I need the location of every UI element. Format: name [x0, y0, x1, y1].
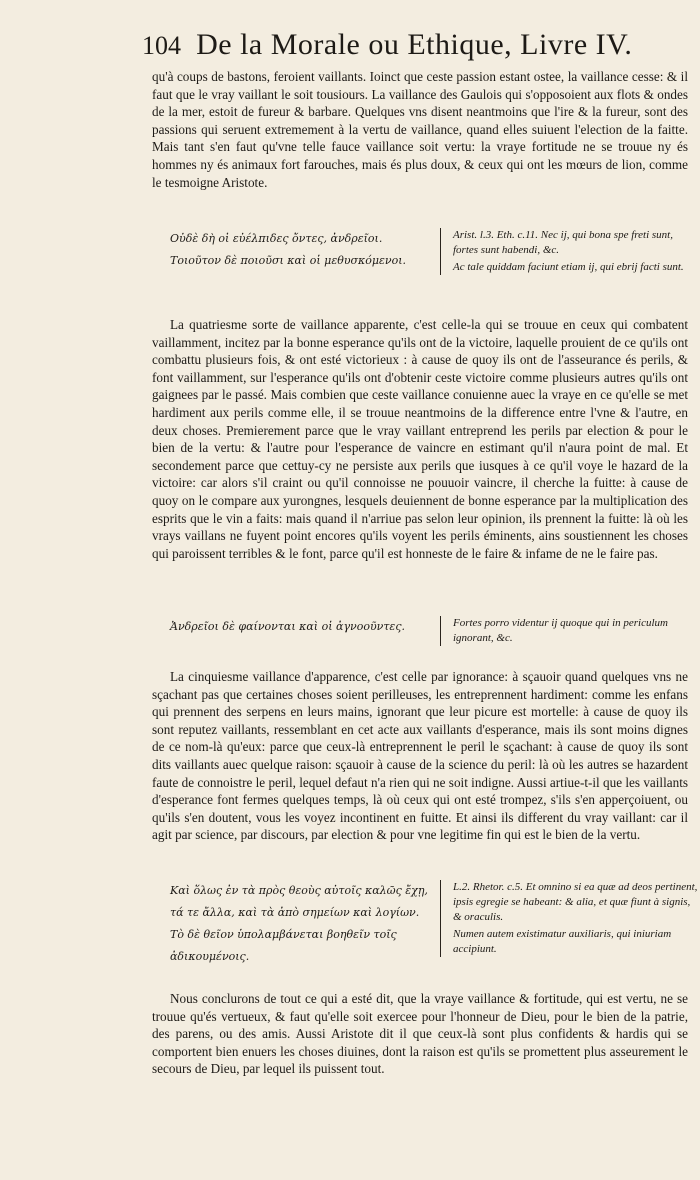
paragraph-2: La quatriesme sorte de vaillance apparente, c'est celle-la qui se trouue en ceux qui combatent vaillamment, incitez par la bonne esperance qu'ils ont de la victoire, laquelle prouient de ce qu'ils ont combattu plusieurs fois, & ont esté victorieux : à cause de quoy ils ont de l'asseurance és perils, & font vaillamment, sur l'esperance qu'ils ont d'obtenir ceste victoire comme plusieurs autres qu'ils ont gaignees par le passé. Mais combien que ceste vaillance conuienne auec la vraye en ce qu'elle se met hardiment aux perils comme elle, il se trouue neantmoins de la difference entre l'vne & l'autre, en deux choses. Premierement parce que le vray vaillant entreprend les perils par election & pour le bien de la vertu: & l'autre pour l'esperance de vaincre en estimant qu'il n'aura point de mal. Et secondement parce que cettuy-cy ne persiste aux perils que iusques à ce qu'il voye le hazard de la victoire: car alors s'il craint ou qu'il connoisse ne pouuoir vaincre, il cherche la fuitte: à cause de quoy on le compare aux yurongnes, lesquels deuiennent de bonne esperance par la multiplication des esprits que le vin a faits: mais quand il n'arriue pas selon leur opinion, ils prennent la fuitte: là où les vrays vaillans ne fuyent point encores qu'ils voyent les perils éminents, ains soustiennent les choses qui paroissent terribles & le font, parce qu'il est honneste de le faire & infame de ne le faire pas. — [152, 317, 688, 561]
latin-line: Arist. l.3. Eth. c.11. Nec ij, qui bona spe freti sunt, fortes sunt habendi, &c. — [453, 229, 673, 256]
latin-line: Numen autem existimatur auxiliaris, qui iniuriam accipiunt. — [453, 928, 672, 955]
paragraph-3: La cinquiesme vaillance d'apparence, c'est celle par ignorance: à sçauoir quand quelques vns ne sçachant pas que certaines choses soient perilleuses, les entreprennent hardiment: comme les enfans qui prennent des serpens en leurs mains, ignorant que leur picure est mortelle: à cause de quoy ils sont reputez vaillants, ressemblant en cet acte aux vaillants d'esperance, mais ils sont moins dignes de ce nom-là qu'eux: parce que ceux-là entreprennent le peril le sçachant: à cause de quoy ils sont dits vaillants auec quelque raison: sçauoir à cause de la science du peril: là où les autres se hazardent faute de connoistre le peril, lequel defaut n'a rien qui ne soit indigne. Aussi artiue-t-il que les vaillants d'esperance font fermes quelques temps, là où ceux qui ont esté trompez, s'ils s'en apperçoiuent, ou qu'ils s'en doutent, vous les voyez incontinent en fuitte. Et ainsi ils different du vray vaillant: car il agit par science, par discours, par election & pour vne legitime fin qui est le bien de la vertu. — [152, 669, 688, 843]
paragraph-4: Nous conclurons de tout ce qui a esté dit, que la vraye vaillance & fortitude, qui est vertu, ne se trouue qu'és vertueux, & faut qu'elle soit exercee pour l'honneur de Dieu, pour le bien de la patrie, des parens, ou des amis. Aussi Aristote dit il que ceux-là sont plus confidents & hardis qui se comportent bien enuers les choses diuines, dont la raison est qu'ils se promettent plus asseurement le secours de Dieu, par lequel ils puissent tout. — [152, 991, 688, 1077]
latin-gloss — [440, 616, 699, 646]
quote-block-2 — [150, 616, 690, 652]
quote-block-3 — [150, 880, 698, 968]
greek-quote — [170, 616, 442, 638]
greek-line: Τοιοῦτον δὲ ποιοῦσι καὶ οἱ μεθυσκόμενοι. — [170, 254, 407, 267]
latin-gloss — [440, 228, 699, 275]
latin-line: Fortes porro videntur ij quoque qui in periculum ignorant, &c. — [453, 617, 668, 644]
latin-gloss — [440, 880, 699, 957]
greek-line: Τὸ δὲ θεῖον ὑπολαμβάνεται βοηθεῖν τοῖς ἀδικουμένοις. — [170, 928, 397, 963]
page-header — [142, 28, 690, 70]
greek-line: Καὶ ὅλως ἐν τὰ πρὸς θεοὺς αὐτοῖς καλῶς ἔχῃ, τά τε ἄλλα, καὶ τὰ ἀπὸ σημείων καὶ λογίων. — [170, 884, 428, 919]
greek-line: Οὐδὲ δὴ οἱ εὐέλπιδες ὄντες, ἀνδρεῖοι. — [170, 232, 383, 245]
running-title: De la Morale ou Ethique, Livre IV. — [196, 28, 633, 61]
latin-line: L.2. Rhetor. c.5. Et omnino si ea quæ ad deos pertinent, ipsis egregie se habeant: & alia, et quæ fiunt à signis, & oraculis. — [453, 881, 698, 923]
greek-line: Ἀνδρεῖοι δὲ φαίνονται καὶ οἱ ἀγνοοῦντες. — [170, 620, 405, 633]
paragraph-1: qu'à coups de bastons, feroient vaillants. Ioinct que ceste passion estant ostee, la vaillance cesse: & il faut que le vray vaillant le soit tousiours. La vaillance des Gaulois qui s'opposoient aux flots & ondes de la mer, estoit de fureur & barbare. Quelques vns disent neantmoins que l'ire & la fureur, sont des passions qui seruent extremement à la vertu de vaillance, quand elles suiuent l'election de la faitte. Mais tant s'en faut qu'vne telle fauce vaillance soit vertu: la vraye fortitude ne se trouue ny és hommes ny és animaux fort farouches, mais és plus doux, & ceux qui ont les mœurs de lion, comme le tesmoigne Aristote. — [152, 69, 688, 190]
latin-line: Ac tale quiddam faciunt etiam ij, qui ebrij facti sunt. — [453, 261, 684, 273]
page-number: 104 — [142, 31, 181, 60]
greek-quote — [170, 880, 442, 968]
greek-quote — [170, 228, 442, 272]
quote-block-1 — [150, 228, 690, 288]
